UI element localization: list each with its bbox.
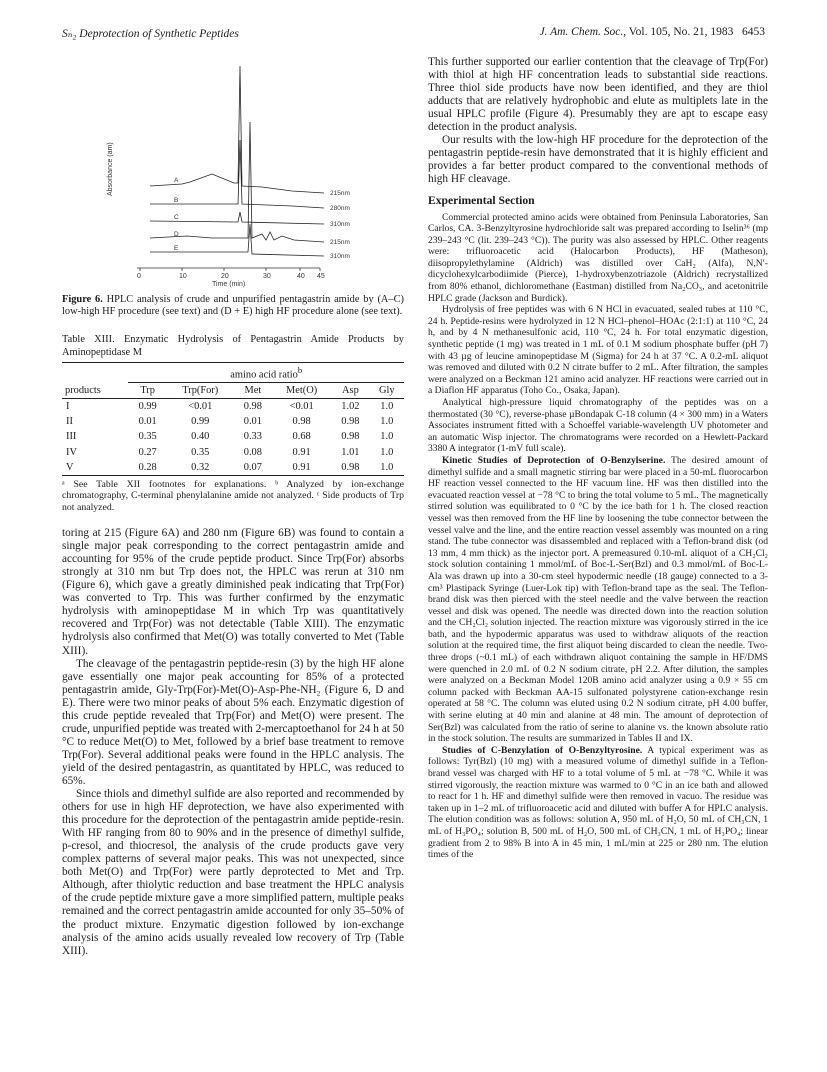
table-cell: 0.40 [191, 431, 210, 443]
table-cell: 0.99 [138, 401, 157, 413]
table-row [62, 414, 404, 429]
kinetic-studies-text: The desired amount of dimethyl sulfide and a small magnetic stirring bar were placed in a 50-mL fluorocarbon HF reaction vessel connected to the HF vacuum line. HF was then distilled into the evacuated reaction vessel at −78 °C to bring the total volume to 5 mL. The magnetically stirred solution was equilibrated to 0 °C by the ice bath for 1 h. The closed reaction vessel was then removed from the HF line by loosening the tube connector between the vessel valve and the line, and the entire reaction vessel assembly was mounted on a ring stand. The tube connector was disassembled and replaced with a Teflon-brand disk (od 13 mm, 4 mm thick) as the injector port. A premeasured 0.10-mL aliquot of a CH₂Cl₂ stock solution containing 1 mmol/mL of Boc-L-Ser(Bzl) and 0.3 mmol/mL of Boc-L-Ala was drawn up into a 30-cm steel hypodermic needle (18 gauge) connected to a 3-cm³ Plastipack Syringe (Luer-Lok tip) with Teflon-brand tape as the seal. The Teflon-brand disk was then pierced with the steel needle and the valve between the reaction vessel and disk was opened. The needle was directed down into the reaction solution and the CH₂Cl₂ solution injected. The reaction mixture was vigorously stirred in the ice bath, and the hypodermic apparatus was used to withdraw aliquots of the reaction solution at the required time, the first aliquot being discarded to clean the needle. Two-three drops (~0.1 mL) of each withdrawn aliquot containing the sample in HF/DMS were quenched in 2.0 mL of 0.2 N sodium citrate, pH 2.2. After dilution, the samples were analyzed on a Beckman Model 120B amino acid analyzer using a 0.9 × 55 cm column packed with Beckman AA-15 sulfonated polystyrene cation-exchange resin operated at 58 °C. The column was eluted using 0.2 N sodium citrate, pH 4.00 buffer, with serine eluting at 40 min and alanine at 48 min. The amount of deprotection of Ser(Bzl) was calculated from the ratio of serine to alanine vs. the known absolute ratio in the stock solution. The results are summarized in Tables II and IX. [428, 454, 768, 745]
left-body-text [62, 527, 404, 958]
table-cell: 0.33 [243, 431, 262, 443]
table-cell: V [66, 461, 74, 473]
cbenzylation-paragraph [428, 745, 768, 861]
table-col-header: Asp [342, 385, 359, 397]
table-col-header: Trp [140, 385, 155, 397]
experimental-paragraph-3: Analytical high-pressure liquid chromatography of the peptides was on a thermostated (30 °C), reverse-phase µBondapak C-18 column (4 × 300 mm) in a Waters Associates instrument fitted with a Schoeffel variable-wavelength UV photometer and an automatic Wisp injector. The chromatograms were recorded on a Hewlett-Packard 3380 A integrator (1-mV full scale). [428, 397, 768, 455]
trace-d-wavelength: 215nm [330, 239, 350, 246]
table-cell: I [66, 401, 70, 413]
table-cell: 0.91 [292, 446, 311, 458]
table-cell: 0.98 [341, 416, 360, 428]
trace-a-label: A [174, 177, 179, 184]
table-cell: 1.0 [380, 446, 394, 458]
kinetic-studies-paragraph [428, 455, 768, 745]
table-cell: 0.32 [191, 461, 210, 473]
experimental-heading: Experimental Section [428, 194, 535, 208]
table-13 [62, 362, 404, 476]
x-tick-label: 30 [263, 273, 271, 280]
table-cell: 0.07 [243, 461, 262, 473]
table-row [62, 399, 404, 415]
figure-6-caption-label: Figure 6. [62, 294, 103, 305]
kinetic-studies-heading: Kinetic Studies of Deprotection of O-Benzylserine. [442, 454, 666, 466]
x-ticks [137, 268, 325, 280]
journal-name: J. Am. Chem. Soc., [539, 26, 627, 38]
table-cell: 0.68 [292, 431, 311, 443]
table-col-header: Gly [379, 385, 395, 397]
trace-b-wavelength: 280nm [330, 205, 350, 212]
table-cell: 1.0 [380, 401, 394, 413]
table-row [62, 460, 404, 476]
table-cell: IV [66, 446, 77, 458]
trace-c-wavelength: 310nm [330, 221, 350, 228]
table-header-row [62, 383, 404, 399]
x-tick-label: 10 [179, 273, 187, 280]
table-cell: 0.99 [191, 416, 210, 428]
x-tick-label: 20 [221, 273, 229, 280]
table-row [62, 445, 404, 460]
figure-6-caption [62, 294, 404, 318]
cbenzylation-heading: Studies of C-Benzylation of O-Benzyltyrosine. [442, 744, 643, 756]
table-cell: <0.01 [289, 401, 314, 413]
cbenzylation-text: A typical experiment was as follows: Tyr(Bzl) (10 mg) with a measured volume of dimethyl sulfide in a Teflon-brand vessel was charged with HF to a total volume of 5 mL at −78 °C. While it was stirred vigorously, the reaction mixture was warmed to 0 °C in an ice bath and allowed to react for 1 h. HF and dimethyl sulfide were then removed in vacuo. The residue was taken up in 1–2 mL of trifluoroacetic acid and diluted with buffer A for HPLC analysis. The elution condition was as follows: solution A, 950 mL of H₂O, 50 mL of CH₃CN, 1 mL of H₃PO₄; solution B, 500 mL of H₂O, 500 mL of CH₃CN, 1 mL of H₃PO₄; linear gradient from 2 to 98% B into A in 45 min, 1 mL/min at 225 or 280 nm. The elution times of the [428, 744, 769, 861]
table-cell: 0.28 [138, 461, 157, 473]
trace-a-wavelength: 215nm [330, 190, 350, 197]
y-axis-label: Absorbance (am) [107, 142, 114, 196]
trace-d-label: D [174, 231, 179, 238]
trace-a [150, 66, 324, 193]
x-tick-label: 0 [137, 273, 141, 280]
table-cell: 0.01 [138, 416, 157, 428]
table-cell: <0.01 [188, 401, 213, 413]
table-col-header: Met [244, 385, 262, 397]
table-cell: 0.35 [138, 431, 157, 443]
left-paragraph-3: Since thiols and dimethyl sulfide are also reported and recommended by others for use in high HF deprotection, we have also experimented with this procedure for the deprotection of the pentagastrin amide peptide-resin. With HF ranging from 80 to 90% and in the presence of dimethyl sulfide, p-cresol, and thiocresol, the analysis of the crude products gave very complex patterns of several major peaks. This was not unexpected, since both Met(O) and Trp(For) were partly deprotected to Met and Trp. Although, after thiolytic reduction and base treatment the HPLC analysis of the crude peptide mixture gave a more simplified pattern, multiple peaks remained and the correct pentagastrin amide accounted for only 35–50% of the product mixture. Enzymatic digestion followed by ion-exchange analysis of the amino acids usually revealed low recovery of Trp (Table XIII). [62, 788, 404, 957]
trace-e-label: E [174, 245, 179, 252]
experimental-body [428, 212, 768, 861]
x-tick-label: 40 [297, 273, 305, 280]
table-row [62, 429, 404, 444]
experimental-paragraph-2: Hydrolysis of free peptides was with 6 N HCl in evacuated, sealed tubes at 110 °C, 24 h. Peptide-resins were hydrolyzed in 12 N HCl–phenol–HOAc (2:1:1) at 110 °C, 24 h, and by 4 N methanesulfonic acid, 110 °C, 24 h. For total enzymatic digestion, synthetic peptide (1 mg) was treated in 1 mL of 0.1 M sodium phosphate buffer (pH 7) with 43 µg of leucine aminopeptidase M (Sigma) for 24 h at 37 °C. A 0.2-mL aliquot was removed and diluted with 0.2 N citrate buffer to 2 mL. After filtration, the samples were analyzed on a Beckman 121 amino acid analyzer. HF reactions were carried out in a Diaflon HF apparatus (Toho Co., Osaka, Japan). [428, 304, 768, 397]
table-cell: 0.98 [341, 461, 360, 473]
x-tick-label: 45 [317, 273, 325, 280]
table-cell: 0.08 [243, 446, 262, 458]
left-paragraph-1: toring at 215 (Figure 6A) and 280 nm (Figure 6B) was found to contain a single major peak corresponding to the correct pentagastrin amide and accounting for 95% of the crude peptide product. Since Trp(For) absorbs strongly at 310 nm but Trp does not, the HPLC was rerun at 310 nm (Figure 6), which gave a greatly diminished peak indicating that Trp(For) was converted to Trp. This was further confirmed by the enzymatic hydrolysis with aminopeptidase M in which Trp was quantitatively recovered and Trp(For) was not detectable (Table XIII). The enzymatic hydrolysis also confirmed that Met(O) was totally converted to Met (Table XIII). [62, 527, 404, 657]
table-13-title-text: Enzymatic Hydrolysis of Pentagastrin Amide Products by Aminopeptidase M [62, 334, 404, 358]
right-paragraph-1: This further supported our earlier contention that the cleavage of Trp(For) with thiol at high HF concentration leads to substantial side reactions. Three thiol side products have now been identified, and they are thiol adducts that are relatively hydrophobic and elute as multiplets late in the usual HPLC profile (Figure 4). Presumably they are apt to escape easy detection in the product analysis. [428, 56, 768, 134]
figure-6 [62, 56, 404, 288]
table-group-header: amino acid ratio$^b$ [128, 362, 404, 383]
table-cell: III [66, 431, 77, 443]
table-cell: 0.91 [292, 461, 311, 473]
table-cell: 1.02 [341, 401, 360, 413]
trace-c-label: C [174, 214, 179, 221]
trace-e-wavelength: 310nm [330, 253, 350, 260]
table-cell: II [66, 416, 73, 428]
table-cell: 0.01 [243, 416, 262, 428]
chromatogram-svg [62, 56, 404, 288]
journal-header [539, 26, 765, 38]
table-cell: 0.27 [138, 446, 157, 458]
table-cell: 0.98 [243, 401, 262, 413]
table-13-label: Table XIII. [62, 334, 115, 346]
table-cell: 0.35 [191, 446, 210, 458]
table-13-title [62, 334, 404, 358]
experimental-paragraph-1: Commercial protected amino acids were obtained from Peninsula Laboratories, San Carlos, CA. 3-Benzyltyrosine hydrochloride salt was prepared according to Iselin³⁶ (mp 239–243 °C (lit. 239–243 °C)). The purity was also assessed by HPLC. Other reagents were: trifluoroacetic acid (Halocarbon Products), HF (Matheson), diisopropylethylamine (Aldrich) was distilled over CaH₂ (Alfa), N,N′-dicyclohexylcarbodiimide (Pierce), 1-hydroxybenzotriazole (Aldrich) recrystallized from 80% ethanol, dichloromethane (Eastman) distilled from Na₂CO₃, and acetonitrile HPLC grade (Jackson and Burdick). [428, 211, 768, 304]
right-paragraph-2: Our results with the low-high HF procedure for the deprotection of the pentagastrin peptide-resin have demonstrated that it is highly efficient and provides a far better product compared to the conventional methods of high HF cleavage. [428, 134, 768, 186]
table-cell: 1.0 [380, 461, 394, 473]
volume-issue: Vol. 105, No. 21, 1983 [628, 26, 734, 38]
table-col-header: Trp(For) [182, 385, 219, 397]
table-body [62, 399, 404, 475]
running-title: Sₙ₂ Deprotection of Synthetic Peptides [62, 28, 239, 40]
table-col-header: products [65, 385, 101, 397]
left-paragraph-2: The cleavage of the pentagastrin peptide-resin (3) by the high HF alone gave essentially one major peak accounting for 85% of a protected pentagastrin amide, Gly-Trp(For)-Met(O)-Asp-Phe-NH₂ (Figure 6, D and E). There were two minor peaks of about 5% each. Enzymatic digestion of this crude peptide revealed that Trp(For) and Met(O) were present. The crude, unpurified peptide was treated with 2-mercaptoethanol for 24 h at 50 °C to reduce Met(O) to Met, followed by a brief base treatment to remove Trp(For). Several additional peaks were found in the HPLC analysis. The yield of the desired pentagastrin, as quantitated by HPLC, was reduced to 65%. [62, 657, 404, 787]
table-col-header: Met(O) [286, 385, 318, 397]
table-cell: 1.01 [341, 446, 360, 458]
table-cell: 1.0 [380, 416, 394, 428]
x-axis-label: Time (min) [212, 281, 246, 288]
figure-6-caption-text: HPLC analysis of crude and unpurified pentagastrin amide by (A–C) low-high HF procedure (see text) and (D + E) high HF procedure alone (see text). [62, 294, 404, 318]
table-13-footnote: ᵃ See Table XII footnotes for explanations. ᵇ Analyzed by ion-exchange chromatography, C-terminal phenylalanine amide not analyzed. ᶜ Side products of Trp not analyzed. [62, 478, 404, 513]
right-column [428, 56, 768, 861]
table-cell: 0.98 [341, 431, 360, 443]
table-cell: 0.98 [292, 416, 311, 428]
page-number: 6453 [742, 26, 765, 38]
trace-b-label: B [174, 197, 179, 204]
left-column [62, 56, 404, 958]
table-cell: 1.0 [380, 431, 394, 443]
